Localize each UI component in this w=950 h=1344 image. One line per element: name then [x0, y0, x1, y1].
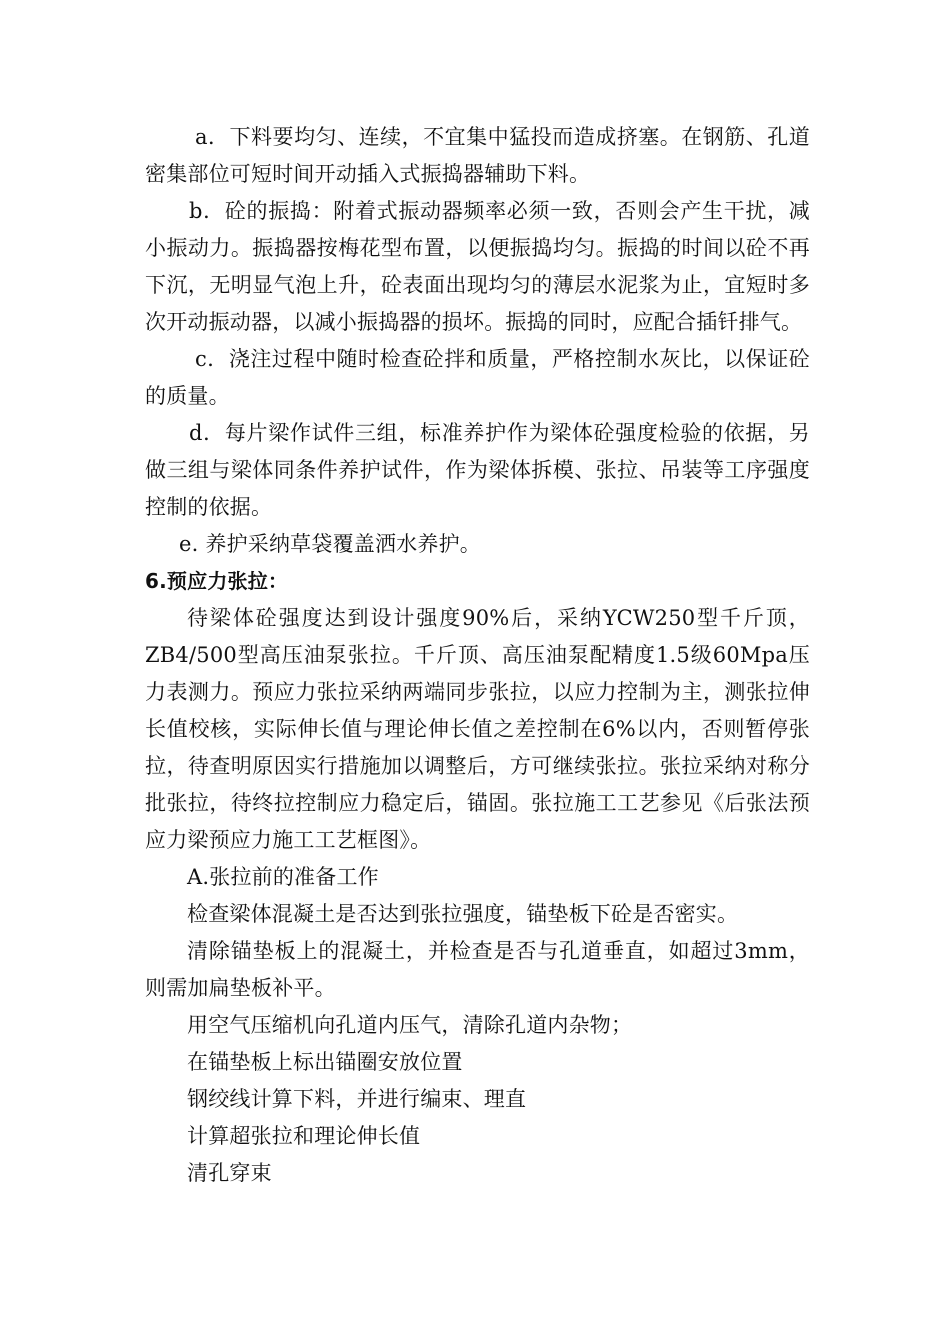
- step-mark-anchor-ring: 在锚垫板上标出锚圈安放位置: [187, 1050, 463, 1074]
- paragraph-b: b．砼的振捣：附着式振动器频率必须一致，否则会产生干扰，减小振动力。振捣器按梅花型布置，以便振捣均匀。振捣的时间以砼不再下沉，无明显气泡上升，砼表面出现均匀的薄层水泥浆为止，宜短时多次开动振动器，以减小振捣器的损坏。振捣的同时，应配合插钎排气。: [145, 199, 810, 334]
- step-strand-cutting: 钢绞线计算下料，并进行编束、理直: [187, 1087, 527, 1111]
- paragraph-d: d．每片梁作试件三组，标准养护作为梁体砼强度检验的依据，另做三组与梁体同条件养护试件，作为梁体拆模、张拉、吊装等工序强度控制的依据。: [145, 421, 810, 519]
- step-clear-anchor-plate: 清除锚垫板上的混凝土，并检查是否与孔道垂直，如超过3mm，则需加扁垫板补平。: [145, 939, 810, 1000]
- paragraph-tensioning: 待梁体砼强度达到设计强度90%后，采纳YCW250型千斤顶，ZB4/500型高压油泵张拉。千斤顶、高压油泵配精度1.5级60Mpa压力表测力。预应力张拉采纳两端同步张拉，以应力控制为主，测张拉伸长值校核，实际伸长值与理论伸长值之差控制在6%以内，否则暂停张拉，待查明原因实行措施加以调整后，方可继续张拉。张拉采纳对称分批张拉，待终拉控制应力稳定后，锚固。张拉施工工艺参见《后张法预应力梁预应力施工工艺框图》。: [145, 606, 810, 852]
- section-heading: 6.预应力张拉：: [145, 569, 289, 593]
- paragraph-a: a．下料要均匀、连续，不宜集中猛投而造成挤塞。在钢筋、孔道密集部位可短时间开动插入式振捣器辅助下料。: [145, 125, 810, 186]
- step-clear-holes-thread: 清孔穿束: [187, 1161, 272, 1185]
- document-body: [145, 119, 810, 1192]
- step-check-concrete: 检查梁体混凝土是否达到张拉强度，锚垫板下砼是否密实。: [187, 902, 739, 926]
- subheading-preparation: A.张拉前的准备工作: [187, 865, 379, 889]
- paragraph-c: c．浇注过程中随时检查砼拌和质量，严格控制水灰比，以保证砼的质量。: [145, 347, 810, 408]
- step-compressed-air: 用空气压缩机向孔道内压气，清除孔道内杂物；: [187, 1013, 633, 1037]
- paragraph-e: e. 养护采纳草袋覆盖洒水养护。: [179, 532, 481, 556]
- step-calc-elongation: 计算超张拉和理论伸长值: [187, 1124, 421, 1148]
